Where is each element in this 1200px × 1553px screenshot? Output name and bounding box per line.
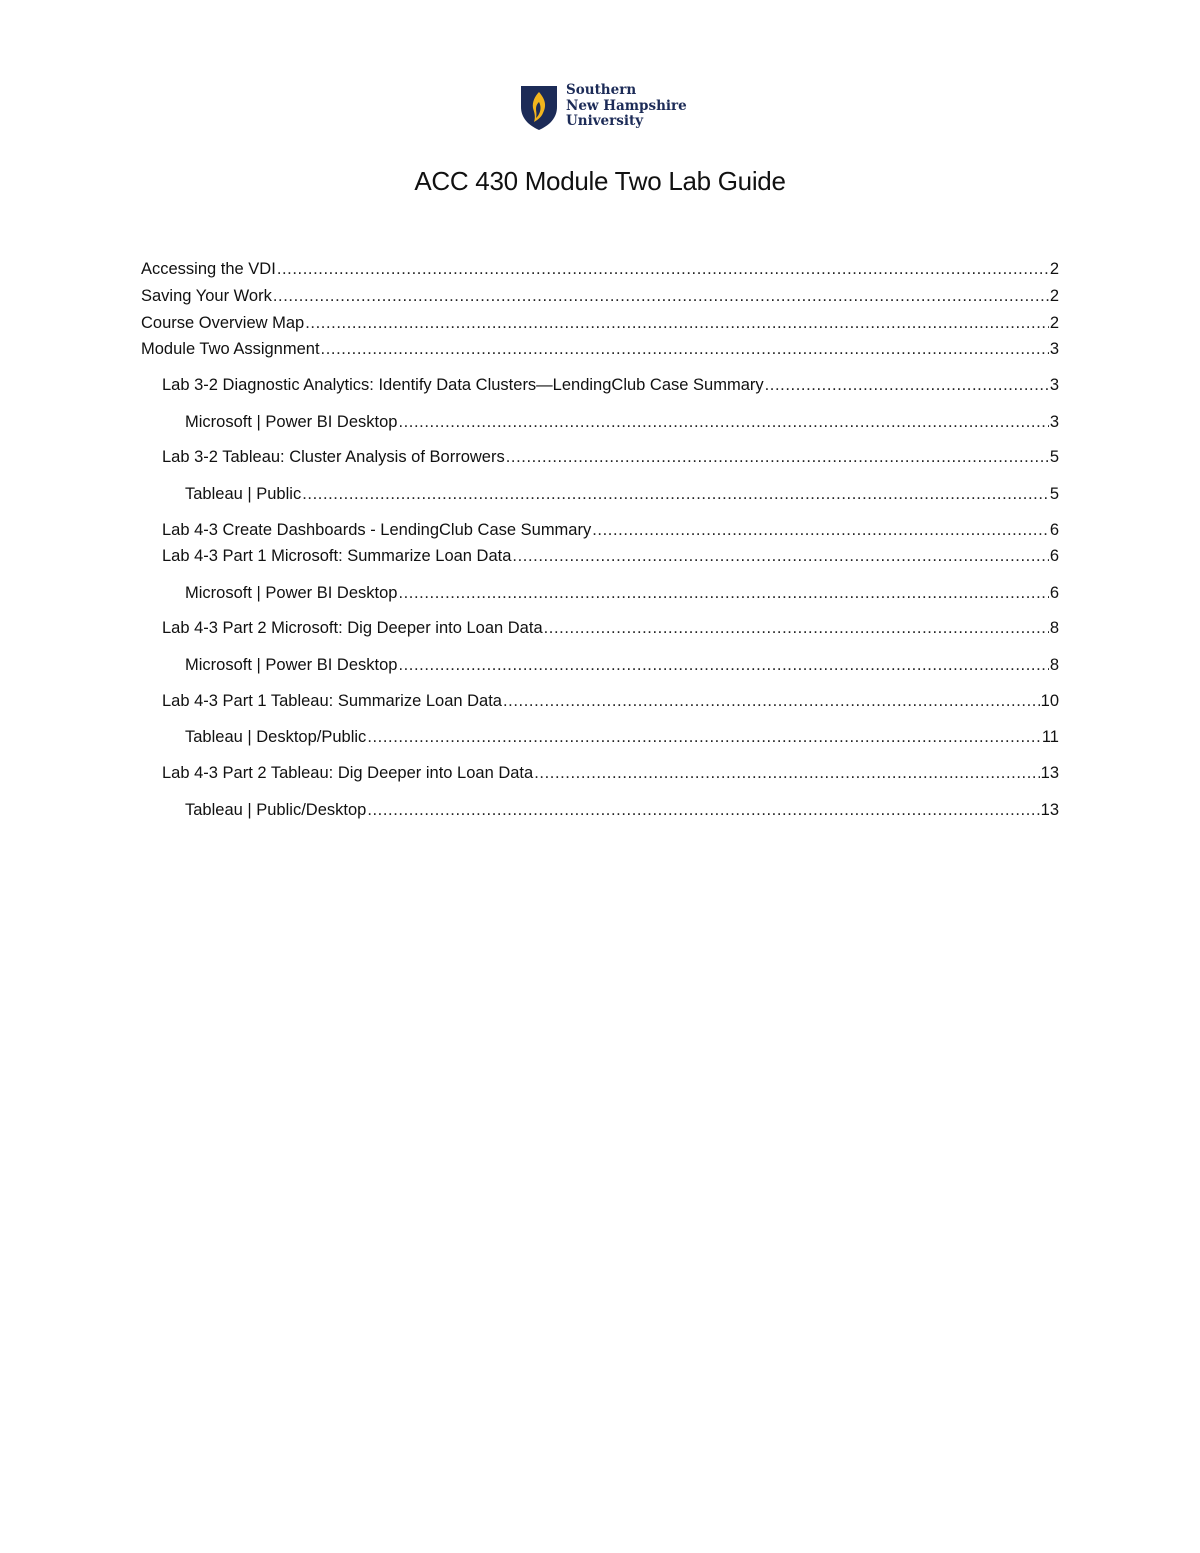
toc-entry-text: Module Two Assignment: [141, 340, 320, 358]
toc-entry-text: Lab 4-3 Part 2 Microsoft: Dig Deeper into Loan Data: [162, 619, 543, 637]
toc-entry-page: 2: [1049, 314, 1059, 332]
toc-leader-dots: [544, 618, 1049, 638]
toc-entry-page: 3: [1049, 376, 1059, 394]
toc-entry-text: Lab 4-3 Create Dashboards - LendingClub Case Summary: [162, 521, 592, 539]
toc-entry-page: 8: [1049, 619, 1059, 637]
toc-entry-text: Course Overview Map: [141, 314, 305, 332]
toc-entry-text: Saving Your Work: [141, 287, 272, 305]
toc-entry-accessing-vdi[interactable]: [141, 257, 1059, 279]
toc-leader-dots: [592, 520, 1049, 540]
toc-entry-text: Lab 3-2 Tableau: Cluster Analysis of Borrowers: [162, 448, 505, 466]
toc-entry-lab-3-2-diagnostic[interactable]: [162, 373, 1059, 395]
toc-entry-power-bi-desktop-2[interactable]: [185, 581, 1059, 603]
toc-entry-lab-4-3-part-1-microsoft[interactable]: [162, 544, 1059, 566]
logo-wordmark: [566, 83, 687, 130]
toc-entry-lab-4-3-part-2-microsoft[interactable]: [162, 616, 1059, 638]
toc-entry-text: Lab 4-3 Part 1 Microsoft: Summarize Loan Data: [162, 547, 512, 565]
toc-leader-dots: [302, 484, 1049, 504]
toc-entry-page: 3: [1049, 413, 1059, 431]
toc-leader-dots: [398, 412, 1048, 432]
toc-leader-dots: [367, 800, 1039, 820]
toc-leader-dots: [765, 375, 1049, 395]
toc-entry-page: 2: [1049, 287, 1059, 305]
toc-entry-lab-3-2-tableau[interactable]: [162, 445, 1059, 467]
toc-entry-page: 5: [1049, 485, 1059, 503]
university-logo: [520, 83, 690, 133]
toc-entry-page: 13: [1040, 764, 1059, 782]
toc-entry-course-overview-map[interactable]: [141, 311, 1059, 333]
toc-leader-dots: [321, 339, 1049, 359]
toc-entry-tableau-public[interactable]: [185, 482, 1059, 504]
toc-entry-page: 8: [1049, 656, 1059, 674]
logo-line-1: Southern: [566, 82, 637, 98]
toc-entry-page: 6: [1049, 521, 1059, 539]
toc-leader-dots: [398, 583, 1048, 603]
toc-entry-text: Lab 4-3 Part 1 Tableau: Summarize Loan Data: [162, 692, 502, 710]
toc-entry-page: 11: [1041, 728, 1059, 746]
toc-entry-text: Lab 3-2 Diagnostic Analytics: Identify Data Clusters—LendingClub Case Summary: [162, 376, 764, 394]
toc-entry-page: 2: [1049, 260, 1059, 278]
shield-flame-icon: [520, 85, 558, 131]
toc-leader-dots: [534, 763, 1039, 783]
toc-entry-text: Tableau | Public/Desktop: [185, 801, 367, 819]
toc-entry-tableau-public-desktop[interactable]: [185, 798, 1059, 820]
toc-leader-dots: [398, 655, 1048, 675]
toc-entry-text: Tableau | Desktop/Public: [185, 728, 367, 746]
toc-leader-dots: [305, 313, 1049, 333]
toc-entry-page: 10: [1040, 692, 1059, 710]
toc-entry-saving-work[interactable]: [141, 284, 1059, 306]
toc-entry-page: 6: [1049, 584, 1059, 602]
document-title: ACC 430 Module Two Lab Guide: [414, 166, 786, 196]
toc-entry-page: 3: [1049, 340, 1059, 358]
toc-entry-text: Microsoft | Power BI Desktop: [185, 584, 398, 602]
toc-leader-dots: [367, 727, 1041, 747]
toc-entry-text: Tableau | Public: [185, 485, 302, 503]
toc-leader-dots: [506, 447, 1049, 467]
toc-entry-lab-4-3-part-1-tableau[interactable]: [162, 689, 1059, 711]
toc-entry-module-two-assignment[interactable]: [141, 337, 1059, 359]
toc-entry-lab-4-3-create-dashboards[interactable]: [162, 518, 1059, 540]
toc-leader-dots: [512, 546, 1048, 566]
toc-entry-text: Lab 4-3 Part 2 Tableau: Dig Deeper into Loan Data: [162, 764, 534, 782]
toc-leader-dots: [273, 286, 1049, 306]
toc-leader-dots: [277, 259, 1049, 279]
toc-leader-dots: [503, 691, 1040, 711]
toc-entry-power-bi-desktop-3[interactable]: [185, 653, 1059, 675]
toc-entry-text: Accessing the VDI: [141, 260, 276, 278]
toc-entry-page: 5: [1049, 448, 1059, 466]
logo-line-3: University: [566, 113, 644, 129]
toc-entry-lab-4-3-part-2-tableau[interactable]: [162, 761, 1059, 783]
toc-entry-text: Microsoft | Power BI Desktop: [185, 656, 398, 674]
logo-line-2: New Hampshire: [566, 97, 687, 114]
toc-entry-page: 6: [1049, 547, 1059, 565]
toc-entry-power-bi-desktop-1[interactable]: [185, 410, 1059, 432]
toc-entry-page: 13: [1040, 801, 1059, 819]
toc-entry-text: Microsoft | Power BI Desktop: [185, 413, 398, 431]
toc-entry-tableau-desktop-public[interactable]: [185, 725, 1059, 747]
